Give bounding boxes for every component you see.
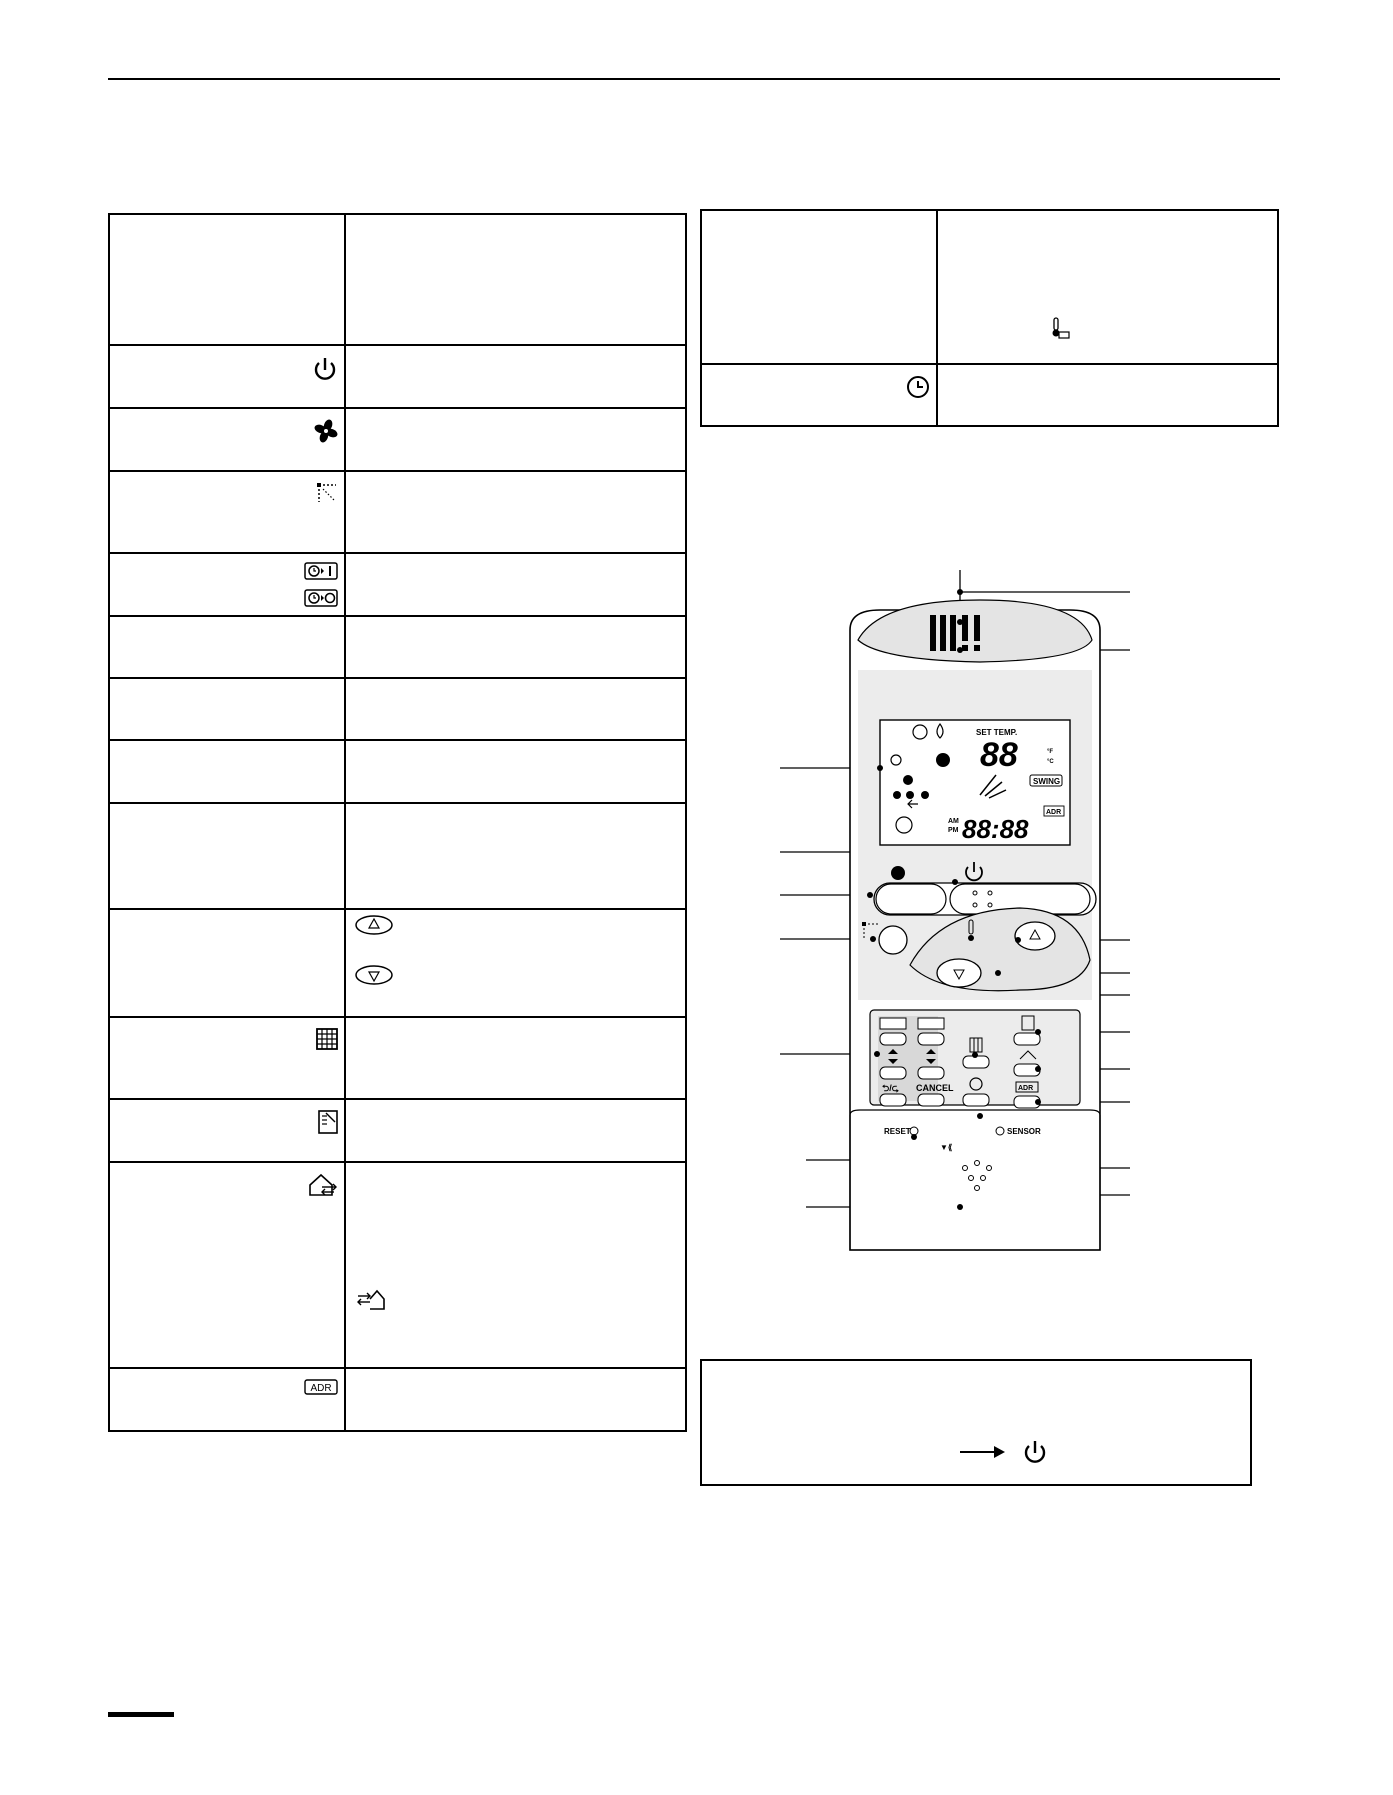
lcd-am-label: AM	[948, 818, 959, 825]
thermometer-icon	[1050, 317, 1070, 339]
table-row	[109, 616, 686, 678]
table-row	[109, 1017, 686, 1099]
svg-text:⮌/⮎: ⮌/⮎	[882, 1083, 899, 1093]
program-button[interactable]	[1014, 1033, 1040, 1045]
lcd-pm-label: PM	[948, 827, 959, 834]
timer-off-adjust-button[interactable]	[918, 1067, 944, 1079]
swing-icon	[316, 482, 338, 504]
arrow-right-icon	[960, 1445, 1006, 1459]
program-icon	[318, 1110, 338, 1134]
fresh-air-inline-icon	[356, 1287, 386, 1311]
sensor-label: SENSOR	[1007, 1127, 1041, 1136]
timer-on-button[interactable]	[880, 1033, 906, 1045]
fan-icon	[314, 419, 338, 443]
table-row	[701, 210, 1278, 364]
temp-down-button[interactable]	[937, 959, 981, 987]
adr-key-label: ADR	[1018, 1085, 1034, 1092]
table-row	[701, 364, 1278, 426]
table-row	[109, 1099, 686, 1162]
lcd-unit-c: °C	[1047, 759, 1054, 765]
timer-off-button[interactable]	[918, 1033, 944, 1045]
table-row	[109, 740, 686, 803]
temp-up-icon	[354, 914, 394, 936]
adr-icon	[304, 1379, 338, 1395]
timer-select-button[interactable]	[880, 1094, 906, 1106]
table-row	[109, 803, 686, 909]
remote-control-diagram	[780, 570, 1180, 1270]
lcd-temp-digits: 88	[980, 736, 1018, 774]
timer-off-key-label	[918, 1018, 944, 1029]
fan-button[interactable]	[876, 884, 946, 914]
lcd-set-temp-label: SET TEMP.	[976, 728, 1018, 737]
power-icon	[312, 356, 338, 384]
timer-on-icon	[304, 562, 338, 585]
right-function-table	[700, 209, 1279, 427]
table-row	[109, 471, 686, 553]
reset-label: RESET	[884, 1127, 911, 1136]
svg-text:ADR: ADR	[310, 1383, 332, 1394]
table-row	[109, 1162, 686, 1368]
fan-button-label-icon	[891, 866, 905, 880]
clock-icon	[906, 375, 930, 399]
table-row	[109, 909, 686, 1017]
table-row	[109, 1368, 686, 1431]
temp-up-button[interactable]	[1015, 922, 1055, 950]
cancel-label: CANCEL	[916, 1083, 954, 1093]
header-rule	[108, 78, 1280, 80]
svg-text:▼⟪: ▼⟪	[940, 1143, 953, 1152]
lcd-time-digits: 88:88	[962, 814, 1029, 844]
clock-button[interactable]	[963, 1094, 989, 1106]
table-row	[109, 345, 686, 408]
footer-rule	[108, 1712, 174, 1717]
table-row	[109, 678, 686, 740]
timer-off-icon	[304, 589, 338, 612]
lcd-swing-label: SWING	[1033, 777, 1061, 786]
lcd-adr-label: ADR	[1046, 809, 1062, 816]
swing-button[interactable]	[879, 926, 907, 954]
power-icon	[1022, 1439, 1048, 1467]
timer-on-key-label	[880, 1018, 906, 1029]
filter-grid-icon	[316, 1028, 338, 1050]
lcd-unit-f: °F	[1047, 749, 1054, 755]
fresh-air-icon	[308, 1173, 338, 1197]
left-function-table	[108, 213, 687, 1432]
temp-down-icon	[354, 964, 394, 986]
cancel-button[interactable]	[918, 1094, 944, 1106]
timer-on-adjust-button[interactable]	[880, 1067, 906, 1079]
note-box	[700, 1359, 1252, 1486]
table-row	[109, 553, 686, 616]
table-row	[109, 214, 686, 345]
table-row	[109, 408, 686, 471]
